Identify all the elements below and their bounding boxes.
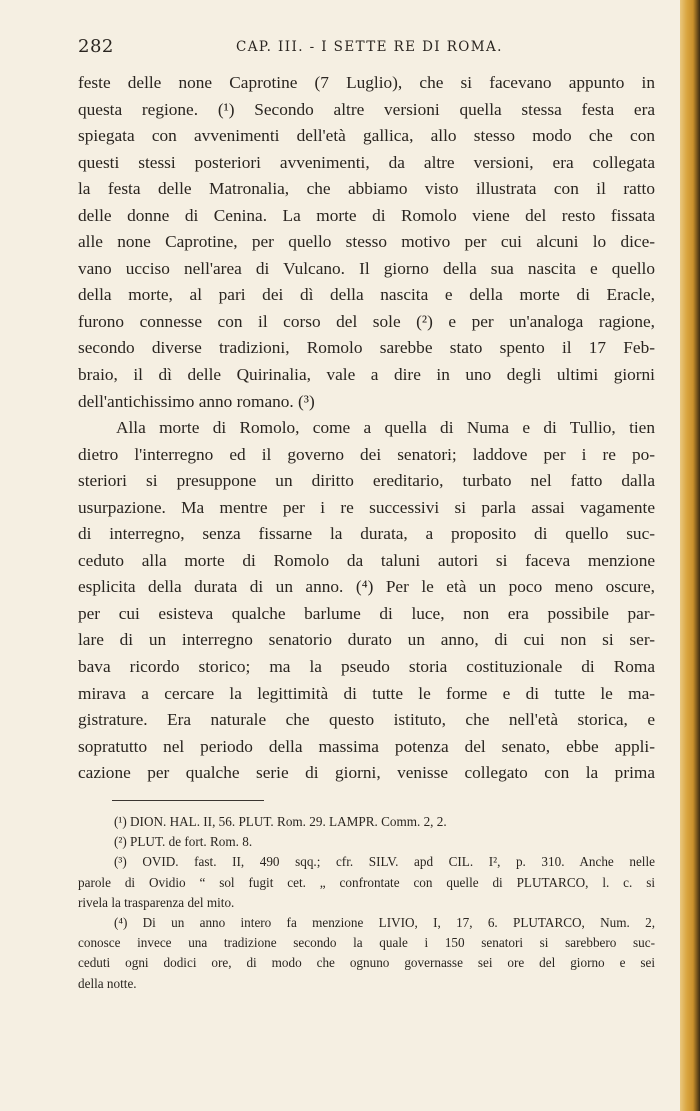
footnotes [78,812,655,994]
text-line: steriori si presuppone un diritto ereditario, turbato nel fatto dalla [78,471,655,491]
text-line: questi stessi posteriori avvenimenti, da altre versioni, era collegata [78,152,655,172]
text-line: alle none Caprotine, per quello stesso motivo per cui alcuni lo dice- [78,232,655,252]
text-line: bava ricordo storico; ma la pseudo storia costituzionale di Roma [78,657,655,677]
text-line: vano ucciso nell'area di Vulcano. Il giorno della sua nascita e quello [78,258,655,278]
text-line: delle donne di Cenina. La morte di Romolo viene del resto fissata [78,205,655,225]
text-line: esplicita della durata di un anno. (⁴) Per le età un poco meno oscure, [78,577,655,597]
footnote-3-cont: parole di Ovidio “ sol fugit cet. „ confrontate con quelle di PLUTARCO, l. c. si [78,874,655,890]
text-line: Alla morte di Romolo, come a quella di Numa e di Tullio, tien [116,418,655,438]
text-line: spiegata con avvenimenti dell'età gallica, allo stesso modo che con [78,126,655,146]
text-line: gistrature. Era naturale che questo istituto, che nell'età storica, e [78,710,655,730]
text-line: questa regione. (¹) Secondo altre versioni quella stessa festa era [78,99,655,119]
text-line: lare di un interregno senatorio durato un anno, di cui non si ser- [78,630,655,650]
text-line: cazione per qualche serie di giorni, venisse collegato con la prima [78,763,655,783]
footnote-4-cont: della notte. [78,975,137,991]
footnote-divider [112,800,264,801]
footnote-2: (²) PLUT. de fort. Rom. 8. [114,834,253,850]
text-line: secondo diverse tradizioni, Romolo sarebbe stato spento il 17 Feb- [78,338,655,358]
text-line: braio, il dì delle Quirinalia, vale a dire in uno degli ultimi giorni [78,365,655,385]
text-line: dell'antichissimo anno romano. (³) [78,391,315,411]
text-line: dietro l'interregno ed il governo dei senatori; laddove per i re po- [78,444,655,464]
text-line: per cui esisteva qualche barlume di luce, non era possibile par- [78,603,655,623]
footnote-1: (¹) DION. HAL. II, 56. PLUT. Rom. 29. LAMPR. Comm. 2, 2. [114,814,447,829]
text-line: usurpazione. Ma mentre per i re successivi si parla assai vagamente [78,497,655,517]
text-line: la festa delle Matronalia, che abbiamo visto illustrata con il ratto [78,179,655,199]
text-line: furono connesse con il corso del sole (²) e per un'analoga ragione, [78,311,655,331]
text-line: sopratutto nel periodo della massima potenza del senato, ebbe appli- [78,736,655,756]
book-page-edge [680,0,700,1111]
text-line: della morte, al pari dei dì della nascita e della morte di Eracle, [78,285,655,305]
footnote-4-cont: conosce invece una tradizione secondo la quale i 150 senatori si sarebbero suc- [78,935,655,951]
text-line: mirava a cercare la legittimità di tutte le forme e di tutte le ma- [78,683,655,703]
footnote-4: (⁴) Di un anno intero fa menzione LIVIO, I, 17, 6. PLUTARCO, Num. 2, [114,914,655,930]
text-line: feste delle none Caprotine (7 Luglio), che si facevano appunto in [78,73,655,92]
footnote-3-cont: rivela la trasparenza del mito. [78,894,235,910]
page-header [78,36,655,60]
footnote-4-cont: ceduti ogni dodici ore, di modo che ognuno governasse sei ore del giorno e sei [78,955,655,971]
page-number: 282 [78,36,114,57]
running-title: CAP. III. - I SETTE RE DI ROMA. [236,39,503,55]
body-text [78,70,655,787]
text-line: di interregno, senza fissarne la durata, a proposito di quello suc- [78,524,655,544]
footnote-3: (³) OVID. fast. II, 490 sqq.; cfr. SILV. apd CIL. I², p. 310. Anche nelle [114,854,655,870]
text-line: ceduto alla morte di Romolo da taluni autori si faceva menzione [78,550,655,570]
